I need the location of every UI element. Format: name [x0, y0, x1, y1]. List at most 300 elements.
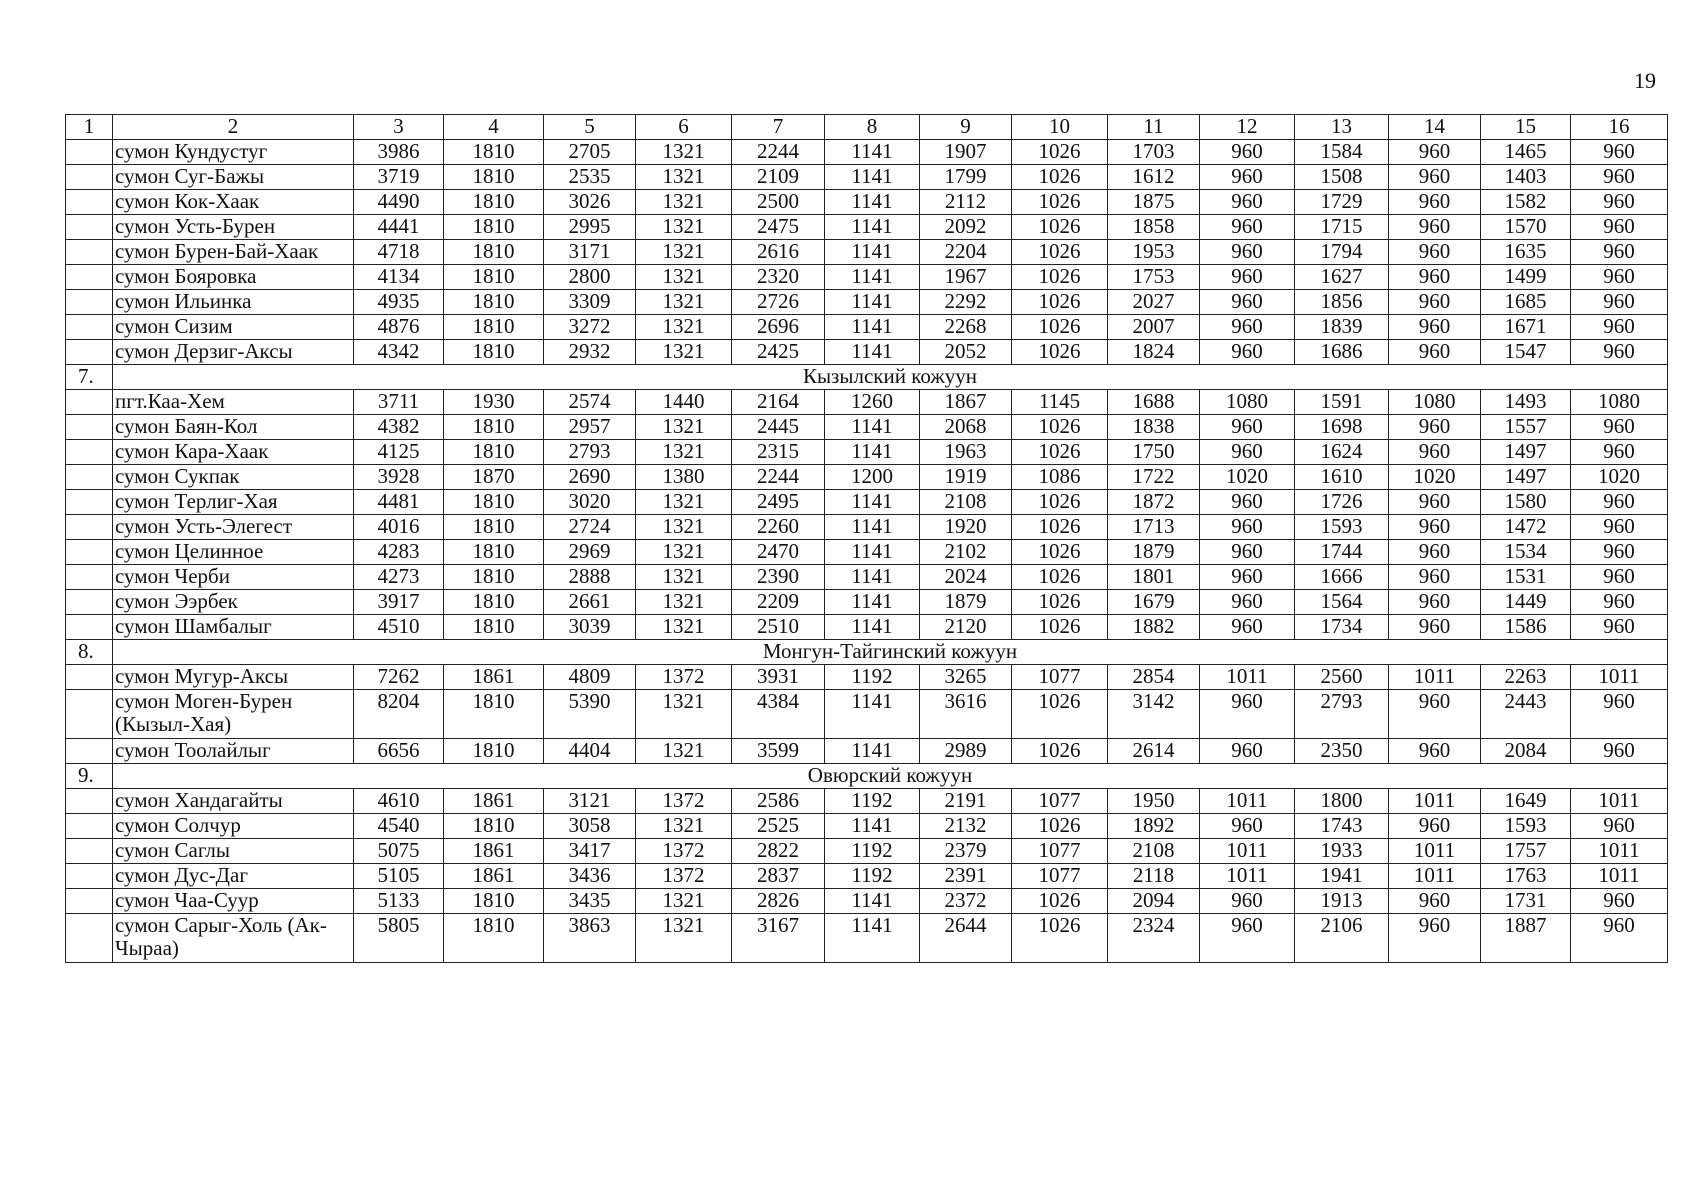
value-cell: 960 — [1571, 690, 1668, 739]
value-cell: 1688 — [1108, 390, 1200, 415]
value-cell: 1810 — [444, 265, 544, 290]
value-cell: 4540 — [354, 814, 444, 839]
value-cell: 2793 — [544, 440, 636, 465]
value-cell: 1026 — [1012, 315, 1108, 340]
value-cell: 4134 — [354, 265, 444, 290]
value-cell: 1026 — [1012, 340, 1108, 365]
value-cell: 4510 — [354, 615, 444, 640]
value-cell: 960 — [1571, 315, 1668, 340]
value-cell: 960 — [1200, 140, 1295, 165]
value-cell: 1861 — [444, 864, 544, 889]
value-cell: 960 — [1389, 739, 1481, 764]
row-number-cell — [66, 590, 113, 615]
value-cell: 2106 — [1295, 914, 1389, 963]
table-row — [66, 739, 1668, 764]
value-cell: 2616 — [732, 240, 825, 265]
value-cell: 1810 — [444, 140, 544, 165]
value-cell: 5105 — [354, 864, 444, 889]
value-cell: 1750 — [1108, 440, 1200, 465]
settlement-name: сумон Хандагайты — [113, 789, 354, 814]
value-cell: 3599 — [732, 739, 825, 764]
value-cell: 1743 — [1295, 814, 1389, 839]
value-cell: 2092 — [920, 215, 1012, 240]
value-cell: 1026 — [1012, 565, 1108, 590]
value-cell: 960 — [1389, 490, 1481, 515]
value-cell: 1321 — [636, 415, 732, 440]
table-row — [66, 165, 1668, 190]
value-cell: 960 — [1200, 565, 1295, 590]
value-cell: 960 — [1200, 240, 1295, 265]
value-cell: 2445 — [732, 415, 825, 440]
value-cell: 960 — [1571, 340, 1668, 365]
section-number: 8. — [66, 640, 113, 665]
value-cell: 1380 — [636, 465, 732, 490]
settlement-name: сумон Целинное — [113, 540, 354, 565]
value-cell: 1861 — [444, 665, 544, 690]
value-cell: 960 — [1571, 290, 1668, 315]
value-cell: 1141 — [825, 889, 920, 914]
value-cell: 2696 — [732, 315, 825, 340]
value-cell: 4490 — [354, 190, 444, 215]
value-cell: 1892 — [1108, 814, 1200, 839]
value-cell: 960 — [1389, 914, 1481, 963]
row-number-cell — [66, 340, 113, 365]
value-cell: 1610 — [1295, 465, 1389, 490]
value-cell: 960 — [1389, 290, 1481, 315]
value-cell: 1192 — [825, 789, 920, 814]
value-cell: 1734 — [1295, 615, 1389, 640]
table-row — [66, 864, 1668, 889]
value-cell: 1141 — [825, 340, 920, 365]
value-cell: 960 — [1571, 215, 1668, 240]
value-cell: 1321 — [636, 165, 732, 190]
value-cell: 4441 — [354, 215, 444, 240]
value-cell: 1026 — [1012, 914, 1108, 963]
value-cell: 2292 — [920, 290, 1012, 315]
column-number-header: 6 — [636, 115, 732, 140]
value-cell: 2164 — [732, 390, 825, 415]
value-cell: 1080 — [1200, 390, 1295, 415]
value-cell: 1879 — [1108, 540, 1200, 565]
value-cell: 1913 — [1295, 889, 1389, 914]
value-cell: 1907 — [920, 140, 1012, 165]
value-cell: 4610 — [354, 789, 444, 814]
value-cell: 2800 — [544, 265, 636, 290]
value-cell: 1858 — [1108, 215, 1200, 240]
value-cell: 960 — [1389, 540, 1481, 565]
value-cell: 1757 — [1481, 839, 1571, 864]
value-cell: 1810 — [444, 440, 544, 465]
value-cell: 3265 — [920, 665, 1012, 690]
value-cell: 960 — [1571, 615, 1668, 640]
value-cell: 3272 — [544, 315, 636, 340]
value-cell: 5805 — [354, 914, 444, 963]
value-cell: 1011 — [1571, 839, 1668, 864]
value-cell: 1141 — [825, 739, 920, 764]
value-cell: 1026 — [1012, 240, 1108, 265]
row-number-cell — [66, 440, 113, 465]
column-number-header: 11 — [1108, 115, 1200, 140]
value-cell: 960 — [1571, 515, 1668, 540]
value-cell: 2120 — [920, 615, 1012, 640]
value-cell: 2268 — [920, 315, 1012, 340]
value-cell: 960 — [1200, 440, 1295, 465]
value-cell: 1321 — [636, 265, 732, 290]
value-cell: 1321 — [636, 914, 732, 963]
value-cell: 1810 — [444, 190, 544, 215]
table-row — [66, 889, 1668, 914]
value-cell: 1800 — [1295, 789, 1389, 814]
value-cell: 2969 — [544, 540, 636, 565]
row-number-cell — [66, 290, 113, 315]
value-cell: 1867 — [920, 390, 1012, 415]
settlement-name: сумон Саглы — [113, 839, 354, 864]
value-cell: 1321 — [636, 440, 732, 465]
column-number-header: 9 — [920, 115, 1012, 140]
row-number-cell — [66, 565, 113, 590]
value-cell: 3020 — [544, 490, 636, 515]
value-cell: 2574 — [544, 390, 636, 415]
value-cell: 960 — [1571, 490, 1668, 515]
value-cell: 2372 — [920, 889, 1012, 914]
section-number: 9. — [66, 764, 113, 789]
value-cell: 2932 — [544, 340, 636, 365]
value-cell: 960 — [1389, 215, 1481, 240]
value-cell: 1026 — [1012, 590, 1108, 615]
value-cell: 1026 — [1012, 739, 1108, 764]
value-cell: 2854 — [1108, 665, 1200, 690]
value-cell: 2560 — [1295, 665, 1389, 690]
table-row — [66, 590, 1668, 615]
value-cell: 2068 — [920, 415, 1012, 440]
value-cell: 1321 — [636, 889, 732, 914]
value-cell: 960 — [1571, 814, 1668, 839]
value-cell: 960 — [1200, 739, 1295, 764]
value-cell: 1440 — [636, 390, 732, 415]
value-cell: 1722 — [1108, 465, 1200, 490]
value-cell: 1547 — [1481, 340, 1571, 365]
column-number-header: 10 — [1012, 115, 1108, 140]
value-cell: 960 — [1571, 590, 1668, 615]
value-cell: 1321 — [636, 190, 732, 215]
value-cell: 1141 — [825, 315, 920, 340]
value-cell: 2510 — [732, 615, 825, 640]
value-cell: 1321 — [636, 215, 732, 240]
value-cell: 1321 — [636, 565, 732, 590]
table-row — [66, 140, 1668, 165]
value-cell: 1020 — [1389, 465, 1481, 490]
section-title: Овюрский кожуун — [113, 764, 1668, 789]
value-cell: 1729 — [1295, 190, 1389, 215]
settlement-name: пгт.Каа-Хем — [113, 390, 354, 415]
value-cell: 960 — [1571, 140, 1668, 165]
value-cell: 3167 — [732, 914, 825, 963]
value-cell: 1584 — [1295, 140, 1389, 165]
value-cell: 1591 — [1295, 390, 1389, 415]
row-number-cell — [66, 490, 113, 515]
value-cell: 3931 — [732, 665, 825, 690]
value-cell: 1875 — [1108, 190, 1200, 215]
settlement-name: сумон Тоолайлыг — [113, 739, 354, 764]
value-cell: 1011 — [1200, 789, 1295, 814]
settlement-name: сумон Сарыг-Холь (Ак-Чыраа) — [113, 914, 354, 963]
row-number-cell — [66, 465, 113, 490]
value-cell: 1564 — [1295, 590, 1389, 615]
value-cell: 1141 — [825, 615, 920, 640]
value-cell: 1838 — [1108, 415, 1200, 440]
value-cell: 2084 — [1481, 739, 1571, 764]
column-number-header: 8 — [825, 115, 920, 140]
value-cell: 2425 — [732, 340, 825, 365]
value-cell: 1586 — [1481, 615, 1571, 640]
value-cell: 1141 — [825, 240, 920, 265]
section-header-row — [66, 640, 1668, 665]
table-row — [66, 540, 1668, 565]
value-cell: 1810 — [444, 565, 544, 590]
value-cell: 1753 — [1108, 265, 1200, 290]
value-cell: 1920 — [920, 515, 1012, 540]
value-cell: 3436 — [544, 864, 636, 889]
value-cell: 2132 — [920, 814, 1012, 839]
table-row — [66, 190, 1668, 215]
value-cell: 1870 — [444, 465, 544, 490]
value-cell: 1810 — [444, 165, 544, 190]
value-cell: 2094 — [1108, 889, 1200, 914]
value-cell: 2535 — [544, 165, 636, 190]
settlement-name: сумон Дерзиг-Аксы — [113, 340, 354, 365]
value-cell: 2525 — [732, 814, 825, 839]
value-cell: 2108 — [920, 490, 1012, 515]
value-cell: 960 — [1389, 315, 1481, 340]
value-cell: 1570 — [1481, 215, 1571, 240]
value-cell: 1200 — [825, 465, 920, 490]
value-cell: 1026 — [1012, 814, 1108, 839]
value-cell: 2118 — [1108, 864, 1200, 889]
value-cell: 1861 — [444, 839, 544, 864]
value-cell: 1882 — [1108, 615, 1200, 640]
value-cell: 960 — [1389, 415, 1481, 440]
value-cell: 960 — [1200, 615, 1295, 640]
value-cell: 1080 — [1571, 390, 1668, 415]
value-cell: 2027 — [1108, 290, 1200, 315]
value-cell: 960 — [1389, 440, 1481, 465]
value-cell: 2102 — [920, 540, 1012, 565]
value-cell: 3928 — [354, 465, 444, 490]
value-cell: 1810 — [444, 540, 544, 565]
value-cell: 1449 — [1481, 590, 1571, 615]
value-cell: 1810 — [444, 415, 544, 440]
value-cell: 1080 — [1389, 390, 1481, 415]
value-cell: 1141 — [825, 565, 920, 590]
value-cell: 5075 — [354, 839, 444, 864]
value-cell: 2024 — [920, 565, 1012, 590]
value-cell: 3026 — [544, 190, 636, 215]
value-cell: 1077 — [1012, 839, 1108, 864]
value-cell: 1141 — [825, 215, 920, 240]
value-cell: 960 — [1200, 215, 1295, 240]
column-number-header: 1 — [66, 115, 113, 140]
value-cell: 1026 — [1012, 215, 1108, 240]
value-cell: 2391 — [920, 864, 1012, 889]
row-number-cell — [66, 390, 113, 415]
value-cell: 1321 — [636, 515, 732, 540]
row-number-cell — [66, 140, 113, 165]
value-cell: 1810 — [444, 240, 544, 265]
value-cell: 960 — [1571, 739, 1668, 764]
value-cell: 2724 — [544, 515, 636, 540]
row-number-cell — [66, 265, 113, 290]
value-cell: 1810 — [444, 690, 544, 739]
table-row — [66, 814, 1668, 839]
value-cell: 3171 — [544, 240, 636, 265]
value-cell: 1141 — [825, 490, 920, 515]
row-number-cell — [66, 315, 113, 340]
value-cell: 1141 — [825, 515, 920, 540]
value-cell: 1011 — [1200, 864, 1295, 889]
value-cell: 3719 — [354, 165, 444, 190]
value-cell: 960 — [1200, 914, 1295, 963]
value-cell: 1930 — [444, 390, 544, 415]
value-cell: 3986 — [354, 140, 444, 165]
value-cell: 2204 — [920, 240, 1012, 265]
value-cell: 4382 — [354, 415, 444, 440]
value-cell: 1582 — [1481, 190, 1571, 215]
value-cell: 4016 — [354, 515, 444, 540]
value-cell: 2475 — [732, 215, 825, 240]
value-cell: 960 — [1389, 340, 1481, 365]
value-cell: 960 — [1200, 265, 1295, 290]
column-number-header: 4 — [444, 115, 544, 140]
value-cell: 960 — [1389, 615, 1481, 640]
section-header-row — [66, 365, 1668, 390]
value-cell: 1666 — [1295, 565, 1389, 590]
settlement-name: сумон Терлиг-Хая — [113, 490, 354, 515]
value-cell: 1011 — [1571, 789, 1668, 814]
value-cell: 1011 — [1571, 665, 1668, 690]
row-number-cell — [66, 889, 113, 914]
value-cell: 2320 — [732, 265, 825, 290]
value-cell: 8204 — [354, 690, 444, 739]
settlement-name: сумон Ильинка — [113, 290, 354, 315]
value-cell: 1026 — [1012, 540, 1108, 565]
value-cell: 960 — [1200, 165, 1295, 190]
column-number-header: 7 — [732, 115, 825, 140]
value-cell: 6656 — [354, 739, 444, 764]
value-cell: 1141 — [825, 814, 920, 839]
section-header-row — [66, 764, 1668, 789]
value-cell: 2690 — [544, 465, 636, 490]
value-cell: 4283 — [354, 540, 444, 565]
value-cell: 1141 — [825, 265, 920, 290]
table-row — [66, 789, 1668, 814]
value-cell: 3863 — [544, 914, 636, 963]
value-cell: 5133 — [354, 889, 444, 914]
value-cell: 1321 — [636, 690, 732, 739]
value-cell: 2705 — [544, 140, 636, 165]
value-cell: 1612 — [1108, 165, 1200, 190]
value-cell: 3711 — [354, 390, 444, 415]
settlement-name: сумон Дус-Даг — [113, 864, 354, 889]
value-cell: 1839 — [1295, 315, 1389, 340]
value-cell: 2191 — [920, 789, 1012, 814]
column-number-header: 13 — [1295, 115, 1389, 140]
column-number-header: 14 — [1389, 115, 1481, 140]
value-cell: 1624 — [1295, 440, 1389, 465]
value-cell: 2793 — [1295, 690, 1389, 739]
value-cell: 1703 — [1108, 140, 1200, 165]
value-cell: 1794 — [1295, 240, 1389, 265]
value-cell: 1810 — [444, 515, 544, 540]
row-number-cell — [66, 739, 113, 764]
value-cell: 1465 — [1481, 140, 1571, 165]
value-cell: 2470 — [732, 540, 825, 565]
value-cell: 1321 — [636, 240, 732, 265]
settlement-name: сумон Кундустуг — [113, 140, 354, 165]
value-cell: 960 — [1200, 515, 1295, 540]
table-row — [66, 914, 1668, 963]
page-number: 19 — [1634, 68, 1656, 93]
value-cell: 1810 — [444, 739, 544, 764]
value-cell: 1497 — [1481, 440, 1571, 465]
value-cell: 1726 — [1295, 490, 1389, 515]
value-cell: 1026 — [1012, 889, 1108, 914]
value-cell: 960 — [1200, 540, 1295, 565]
value-cell: 1497 — [1481, 465, 1571, 490]
section-title: Монгун-Тайгинский кожуун — [113, 640, 1668, 665]
value-cell: 2888 — [544, 565, 636, 590]
value-cell: 1508 — [1295, 165, 1389, 190]
value-cell: 1026 — [1012, 190, 1108, 215]
value-cell: 2500 — [732, 190, 825, 215]
settlement-name: сумон Бурен-Бай-Хаак — [113, 240, 354, 265]
value-cell: 1941 — [1295, 864, 1389, 889]
row-number-cell — [66, 240, 113, 265]
settlement-name: сумон Бояровка — [113, 265, 354, 290]
value-cell: 1685 — [1481, 290, 1571, 315]
row-number-cell — [66, 515, 113, 540]
settlement-name: сумон Сукпак — [113, 465, 354, 490]
value-cell: 2263 — [1481, 665, 1571, 690]
value-cell: 4125 — [354, 440, 444, 465]
value-cell: 2661 — [544, 590, 636, 615]
value-cell: 1799 — [920, 165, 1012, 190]
value-cell: 1499 — [1481, 265, 1571, 290]
value-cell: 1321 — [636, 739, 732, 764]
value-cell: 960 — [1389, 565, 1481, 590]
value-cell: 1145 — [1012, 390, 1108, 415]
value-cell: 960 — [1389, 265, 1481, 290]
value-cell: 4384 — [732, 690, 825, 739]
value-cell: 960 — [1389, 889, 1481, 914]
settlement-name: сумон Шамбалыг — [113, 615, 354, 640]
value-cell: 1192 — [825, 864, 920, 889]
row-number-cell — [66, 665, 113, 690]
row-number-cell — [66, 690, 113, 739]
value-cell: 960 — [1200, 889, 1295, 914]
value-cell: 1141 — [825, 440, 920, 465]
value-cell: 1141 — [825, 290, 920, 315]
value-cell: 4404 — [544, 739, 636, 764]
value-cell: 960 — [1200, 590, 1295, 615]
value-cell: 3435 — [544, 889, 636, 914]
value-cell: 1192 — [825, 665, 920, 690]
value-cell: 1810 — [444, 814, 544, 839]
value-cell: 1872 — [1108, 490, 1200, 515]
table-row — [66, 340, 1668, 365]
value-cell: 4935 — [354, 290, 444, 315]
row-number-cell — [66, 864, 113, 889]
value-cell: 1011 — [1389, 789, 1481, 814]
